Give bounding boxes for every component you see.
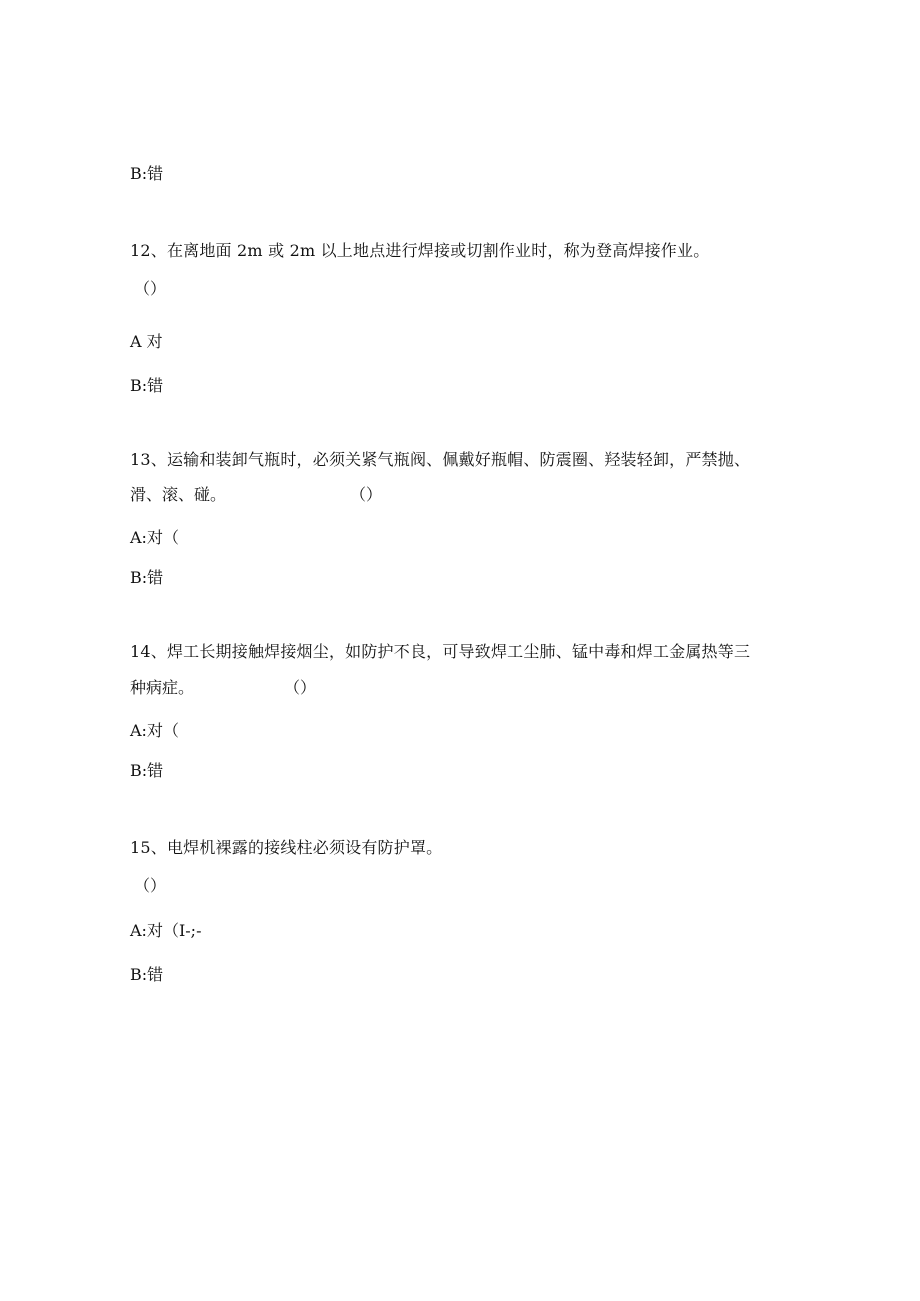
question-15-option-b: B:错 xyxy=(130,965,164,984)
question-12-text: 12、在离地面 2m 或 2m 以上地点进行焊接或切割作业时，称为登高焊接作业。 xyxy=(130,241,710,260)
option-b-previous: B:错 xyxy=(130,164,164,183)
question-14-answer-paren: （） xyxy=(284,678,317,697)
question-13-text-line-2: 滑、滚、碰。 xyxy=(130,485,227,504)
question-12-option-b: B:错 xyxy=(130,376,164,395)
question-14-option-a: A:对（ xyxy=(130,721,179,740)
question-14-text-line-2: 种病症。 xyxy=(130,678,195,697)
question-12-option-a: A 对 xyxy=(130,332,163,351)
question-12-answer-paren: （） xyxy=(134,279,167,298)
question-13-text-line-1: 13、运输和装卸气瓶时，必须关紧气瓶阀、佩戴好瓶帽、防震圈、羟装轻卸，严禁抛、 xyxy=(130,450,751,469)
question-13-option-b: B:错 xyxy=(130,568,164,587)
question-14-option-b: B:错 xyxy=(130,761,164,780)
question-15-answer-paren: （） xyxy=(134,876,167,895)
question-15-text: 15、电焊机裸露的接线柱必须设有防护罩。 xyxy=(130,838,443,857)
question-13-option-a: A:对（ xyxy=(130,528,179,547)
question-13-answer-paren: （） xyxy=(350,485,383,504)
question-14-text-line-1: 14、焊工长期接触焊接烟尘，如防护不良，可导致焊工尘肺、锰中毒和焊工金属热等三 xyxy=(130,642,751,661)
question-15-option-a: A:对（I-;- xyxy=(130,921,202,940)
